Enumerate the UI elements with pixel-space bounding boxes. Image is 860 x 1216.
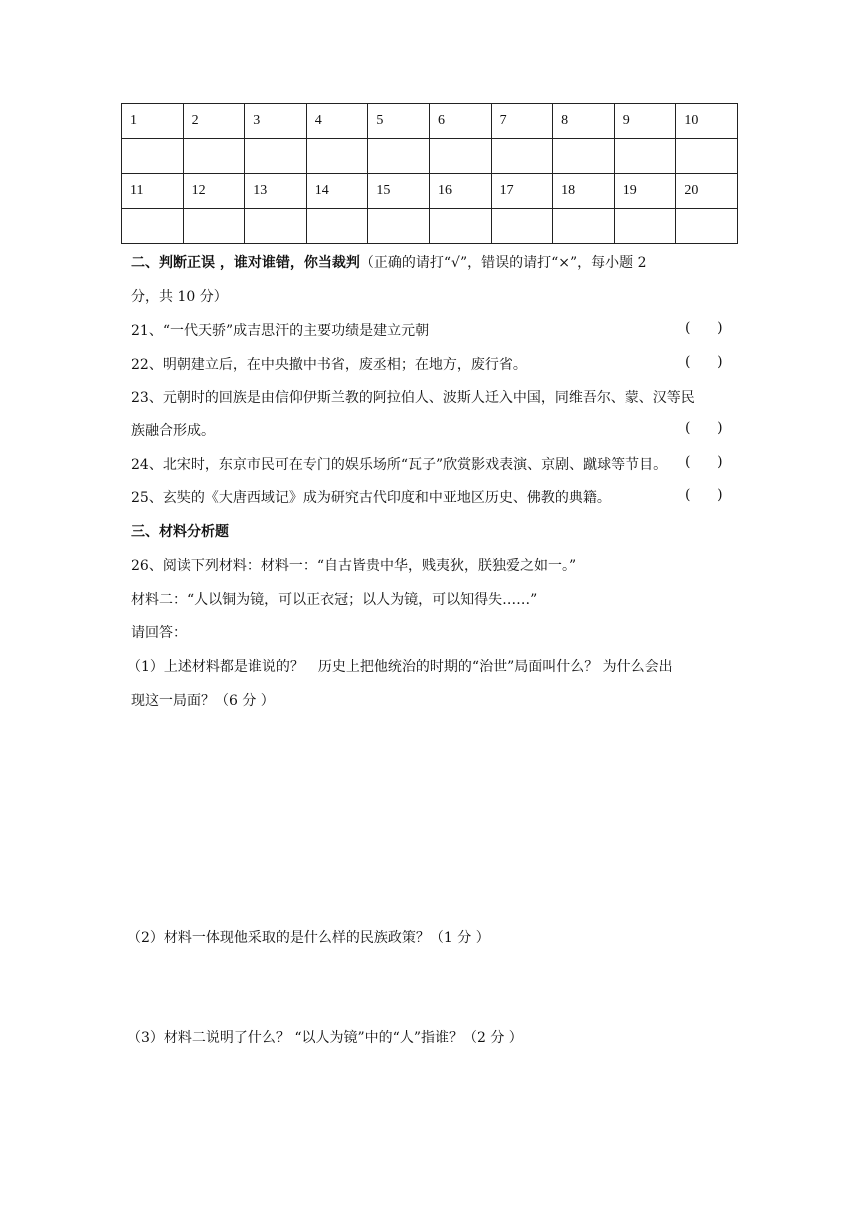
answer-cell[interactable] [491,139,553,174]
answer-paren-25: ( ) [685,487,723,503]
question-number-cell: 13 [245,174,307,209]
answer-cell[interactable] [676,209,738,244]
question-21: 21、“一代天骄”成吉思汗的主要功绩是建立元朝 [131,323,430,339]
question-23-line2: 族融合形成。 [131,423,215,439]
question-number-cell: 1 [122,104,184,139]
answer-cell[interactable] [491,209,553,244]
answer-paren-23: ( ) [685,420,723,436]
question-24: 24、北宋时，东京市民可在专门的娱乐场所“瓦子”欣赏影戏表演、京剧、蹴球等节目。 [131,457,668,473]
answer-cell[interactable] [368,139,430,174]
question-22: 22、明朝建立后，在中央撤中书省，废丞相；在地方，废行省。 [131,357,527,373]
question-number-cell: 4 [306,104,368,139]
answer-cell[interactable] [183,209,245,244]
material-2: 材料二：“人以铜为镜，可以正衣冠；以人为镜，可以知得失……” [131,592,538,608]
question-number-cell: 10 [676,104,738,139]
question-25: 25、玄奘的《大唐西域记》成为研究古代印度和中亚地区历史、佛教的典籍。 [131,490,611,506]
sub-question-1-line1: （1）上述材料都是谁说的？ 历史上把他统治的时期的“治世”局面叫什么？ 为什么会出 [127,659,673,675]
answer-cell[interactable] [122,139,184,174]
answer-cell[interactable] [614,209,676,244]
answer-table-body [122,104,738,244]
answer-paren-24: ( ) [685,454,723,470]
section2-heading-cont: 分，共 10 分） [131,289,228,305]
question-number-cell: 6 [429,104,491,139]
question-number-cell: 8 [553,104,615,139]
section2-heading-bold: 二、判断正误 ，谁对谁错，你当裁判 [131,255,360,271]
question-number-cell: 2 [183,104,245,139]
answer-cell[interactable] [676,139,738,174]
answer-table-row [122,174,738,209]
section2-heading-rest: （正确的请打“√”，错误的请打“×”，每小题 2 [359,255,647,271]
answer-cell[interactable] [122,209,184,244]
answer-cell[interactable] [245,139,307,174]
question-number-cell: 16 [429,174,491,209]
answer-cell[interactable] [306,139,368,174]
answer-table-row [122,104,738,139]
answer-table [121,103,738,244]
question-23-line1: 23、元朝时的回族是由信仰伊斯兰教的阿拉伯人、波斯人迁入中国，同维吾尔、蒙、汉等民 [131,390,695,406]
question-number-cell: 19 [614,174,676,209]
answer-prompt: 请回答： [131,625,187,641]
sub-question-1-line2: 现这一局面？（6 分 ） [131,693,275,709]
question-number-cell: 15 [368,174,430,209]
question-26-intro: 26、阅读下列材料：材料一：“自古皆贵中华，贱夷狄，朕独爱之如一。” [131,558,577,574]
answer-cell[interactable] [183,139,245,174]
sub-question-3: （3）材料二说明了什么？ “以人为镜”中的“人”指谁？（2 分 ） [127,1030,523,1046]
answer-cell[interactable] [368,209,430,244]
question-number-cell: 9 [614,104,676,139]
question-number-cell: 3 [245,104,307,139]
section3-heading: 三、材料分析题 [131,524,229,540]
answer-paren-21: ( ) [685,320,723,336]
question-number-cell: 18 [553,174,615,209]
sub-question-2: （2）材料一体现他采取的是什么样的民族政策？（1 分 ） [127,930,490,946]
section2-heading [131,252,647,272]
question-number-cell: 14 [306,174,368,209]
question-number-cell: 7 [491,104,553,139]
answer-cell[interactable] [245,209,307,244]
answer-cell[interactable] [553,209,615,244]
answer-table-row [122,209,738,244]
answer-table-row [122,139,738,174]
answer-cell[interactable] [306,209,368,244]
question-number-cell: 20 [676,174,738,209]
answer-cell[interactable] [553,139,615,174]
answer-paren-22: ( ) [685,354,723,370]
question-number-cell: 11 [122,174,184,209]
answer-cell[interactable] [429,139,491,174]
answer-cell[interactable] [429,209,491,244]
question-number-cell: 12 [183,174,245,209]
answer-cell[interactable] [614,139,676,174]
question-number-cell: 17 [491,174,553,209]
question-number-cell: 5 [368,104,430,139]
